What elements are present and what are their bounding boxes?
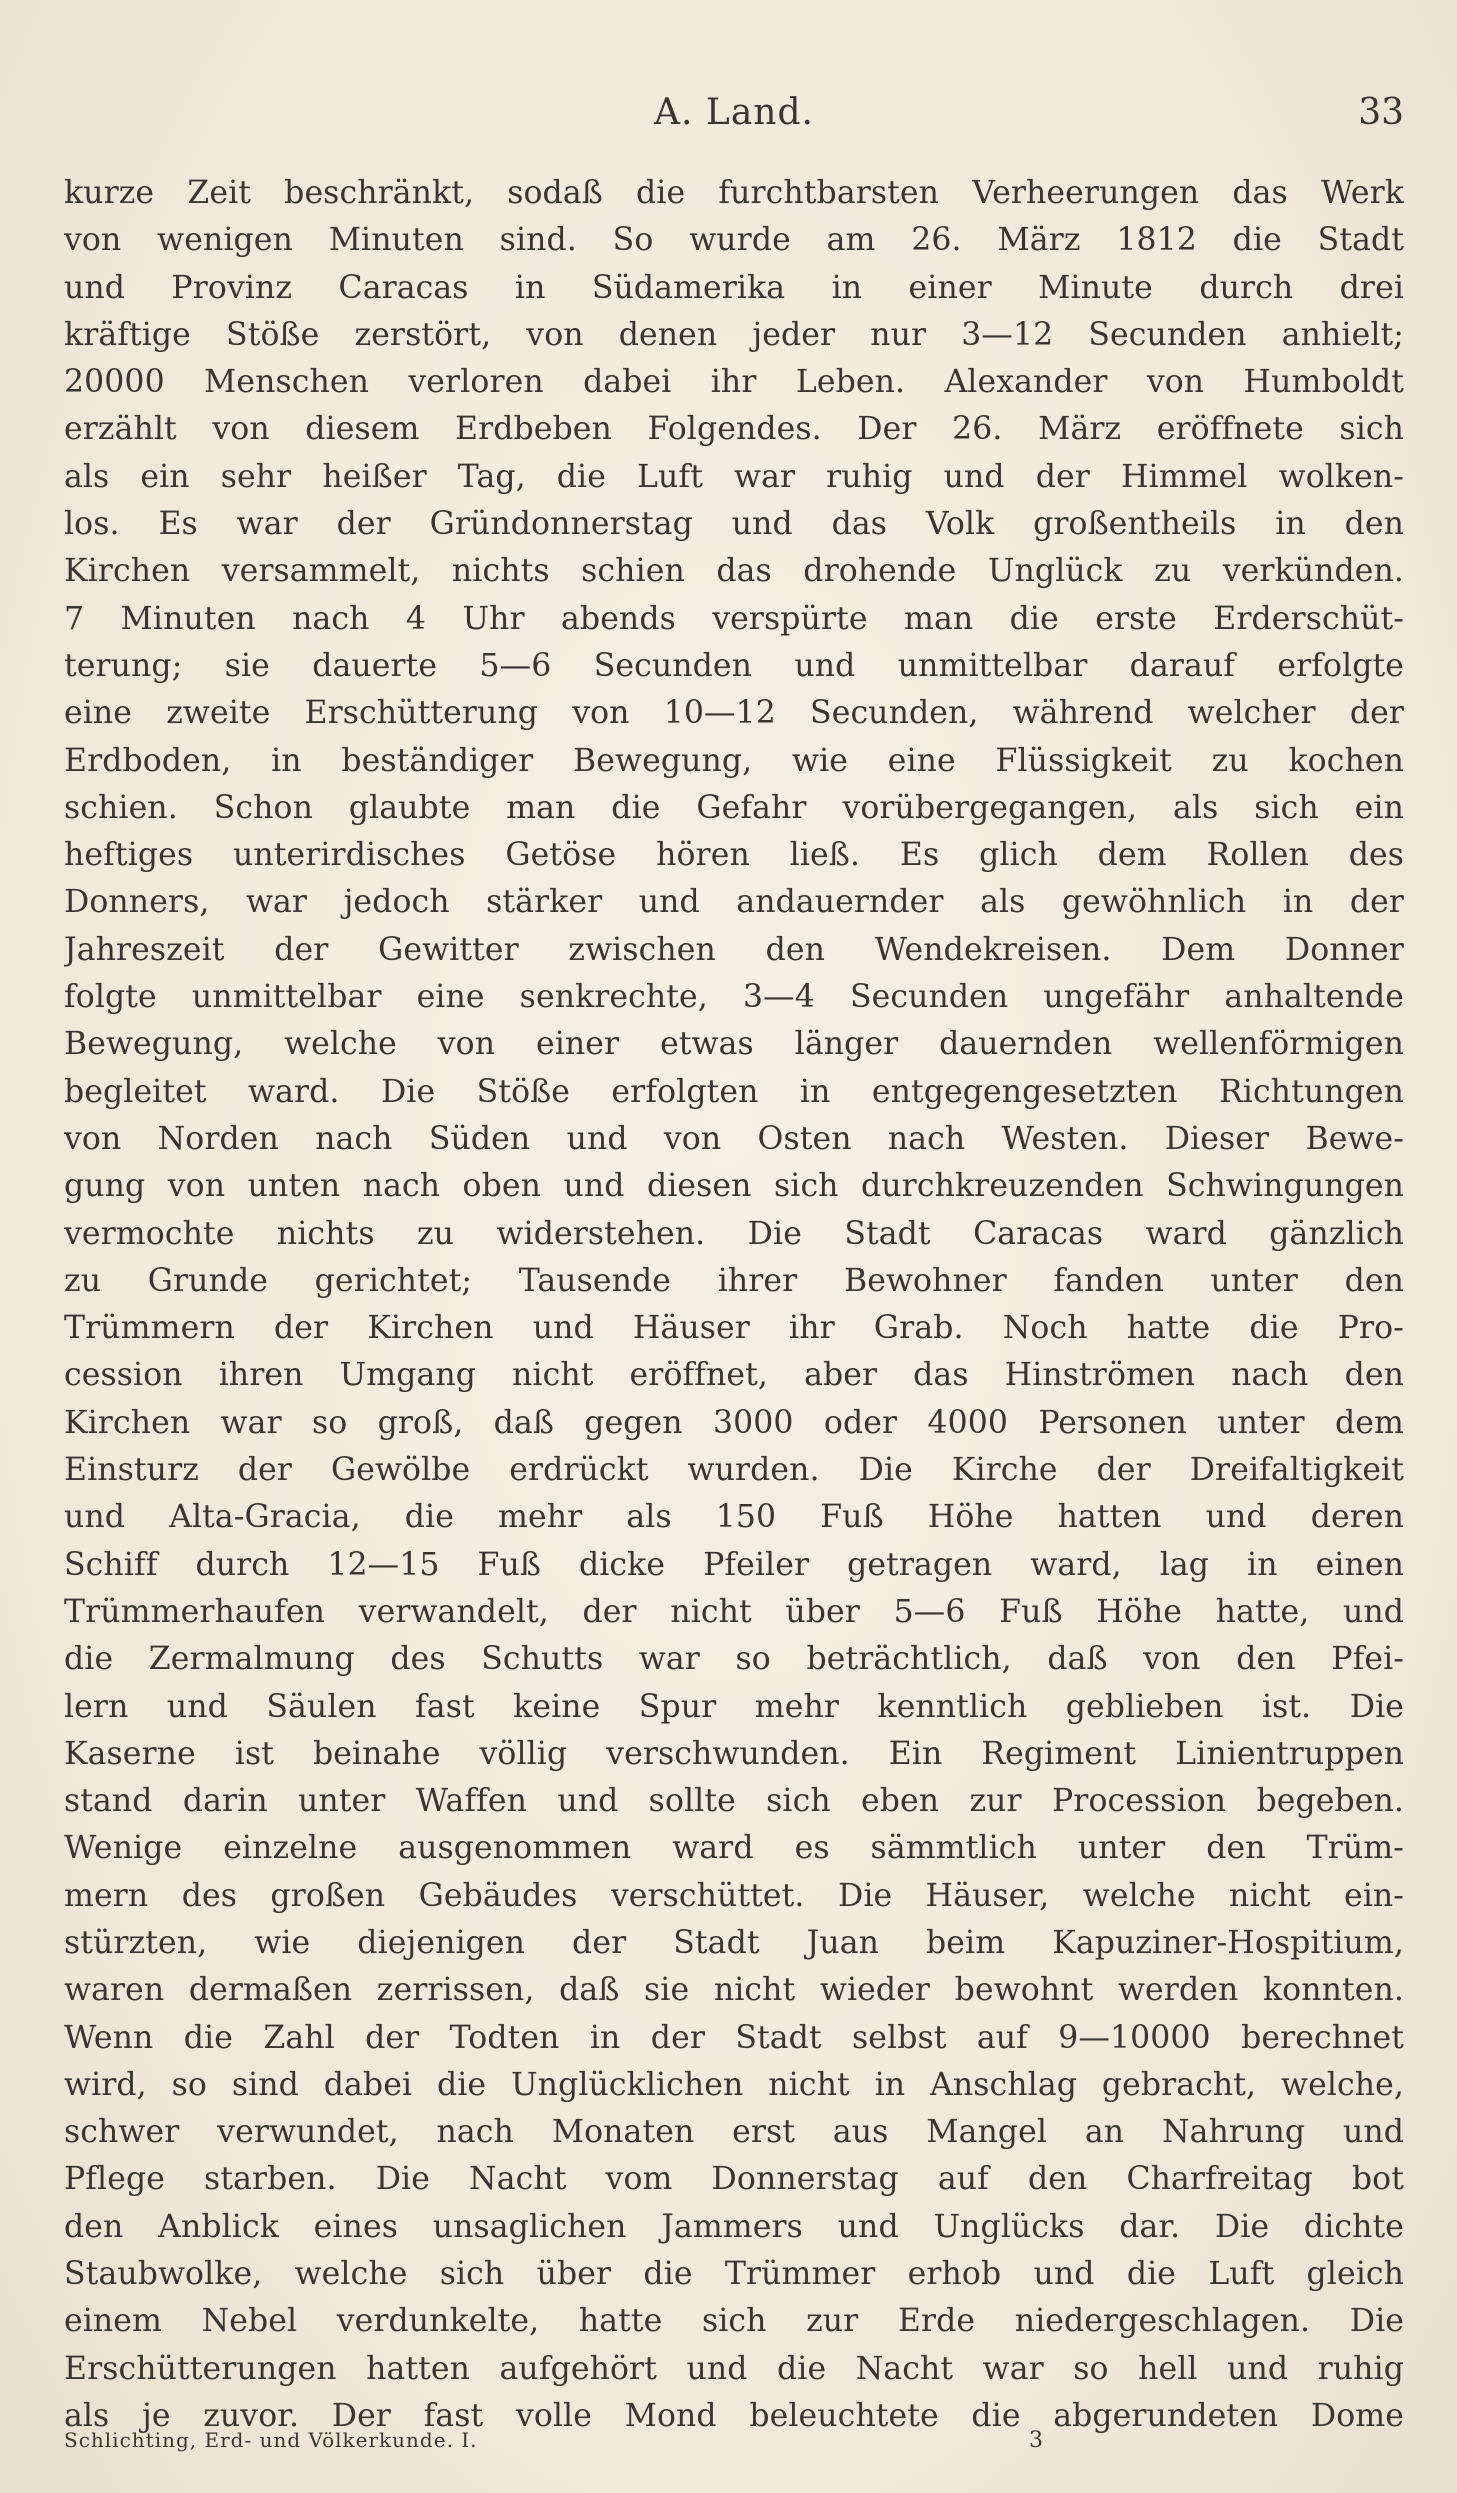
text-line: erzählt von diesem Erdbeben Folgendes. Der 26. März eröffnete sich	[64, 411, 1404, 448]
text-line: Erschütterungen hatten aufgehört und die Nacht war so hell und ruhig	[64, 2350, 1404, 2387]
text-line: Schiff durch 12—15 Fuß dicke Pfeiler getragen ward, lag in einen	[64, 1546, 1404, 1583]
text-line: Kirchen versammelt, nichts schien das drohende Unglück zu verkünden.	[64, 553, 1404, 590]
text-line: Wenige einzelne ausgenommen ward es sämmtlich unter den Trüm-	[64, 1830, 1404, 1867]
footer-signature-number: 3	[1029, 2428, 1043, 2453]
text-line: und Alta-Gracia, die mehr als 150 Fuß Höhe hatten und deren	[64, 1499, 1404, 1536]
text-line: Donners, war jedoch stärker und andauernder als gewöhnlich in der	[64, 884, 1404, 921]
text-line: schwer verwundet, nach Monaten erst aus Mangel an Nahrung und	[64, 2114, 1404, 2151]
text-line: einem Nebel verdunkelte, hatte sich zur Erde niedergeschlagen. Die	[64, 2303, 1404, 2340]
text-line: Einsturz der Gewölbe erdrückt wurden. Die Kirche der Dreifaltigkeit	[64, 1452, 1404, 1489]
text-line: Pflege starben. Die Nacht vom Donnerstag auf den Charfreitag bot	[64, 2161, 1404, 2198]
text-line: folgte unmittelbar eine senkrechte, 3—4 Secunden ungefähr anhaltende	[64, 979, 1404, 1016]
text-line: 7 Minuten nach 4 Uhr abends verspürte man die erste Erderschüt-	[64, 600, 1404, 637]
header-title: A. Land.	[654, 92, 814, 133]
text-line: los. Es war der Gründonnerstag und das Volk großentheils in den	[64, 506, 1404, 543]
text-line: vermochte nichts zu widerstehen. Die Stadt Caracas ward gänzlich	[64, 1215, 1404, 1252]
text-line: lern und Säulen fast keine Spur mehr kenntlich geblieben ist. Die	[64, 1688, 1404, 1725]
text-line: Kirchen war so groß, daß gegen 3000 oder 4000 Personen unter dem	[64, 1404, 1404, 1441]
text-line: stand darin unter Waffen und sollte sich eben zur Procession begeben.	[64, 1783, 1404, 1820]
text-line: eine zweite Erschütterung von 10—12 Secunden, während welcher der	[64, 695, 1404, 732]
text-line: heftiges unterirdisches Getöse hören ließ. Es glich dem Rollen des	[64, 837, 1404, 874]
body-text	[64, 170, 1404, 2440]
text-line: Trümmern der Kirchen und Häuser ihr Grab. Noch hatte die Pro-	[64, 1310, 1404, 1347]
text-line: den Anblick eines unsaglichen Jammers und Unglücks dar. Die dichte	[64, 2208, 1404, 2245]
text-line: Wenn die Zahl der Todten in der Stadt selbst auf 9—10000 berechnet	[64, 2019, 1404, 2056]
text-line: Trümmerhaufen verwandelt, der nicht über 5—6 Fuß Höhe hatte, und	[64, 1593, 1404, 1630]
text-line: die Zermalmung des Schutts war so beträchtlich, daß von den Pfei-	[64, 1641, 1404, 1678]
footer	[64, 2428, 1404, 2460]
text-line: kräftige Stöße zerstört, von denen jeder nur 3—12 Secunden anhielt;	[64, 316, 1404, 353]
text-line: als ein sehr heißer Tag, die Luft war ruhig und der Himmel wolken-	[64, 458, 1404, 495]
text-line: kurze Zeit beschränkt, sodaß die furchtbarsten Verheerungen das Werk	[64, 175, 1404, 211]
text-line: von Norden nach Süden und von Osten nach Westen. Dieser Bewe-	[64, 1120, 1404, 1157]
text-line: Kaserne ist beinahe völlig verschwunden. Ein Regiment Linientruppen	[64, 1735, 1404, 1772]
text-line: wird, so sind dabei die Unglücklichen nicht in Anschlag gebracht, welche,	[64, 2066, 1404, 2103]
text-line: gung von unten nach oben und diesen sich durchkreuzenden Schwingungen	[64, 1168, 1404, 1205]
text-line: waren dermaßen zerrissen, daß sie nicht wieder bewohnt werden konnten.	[64, 1972, 1404, 2009]
text-line: von wenigen Minuten sind. So wurde am 26. März 1812 die Stadt	[64, 222, 1404, 259]
text-line: 20000 Menschen verloren dabei ihr Leben. Alexander von Humboldt	[64, 364, 1404, 401]
text-line: terung; sie dauerte 5—6 Secunden und unmittelbar darauf erfolgte	[64, 647, 1404, 684]
page-number: 33	[1358, 92, 1404, 133]
running-header	[64, 92, 1404, 142]
text-line: cession ihren Umgang nicht eröffnet, aber das Hinströmen nach den	[64, 1357, 1404, 1394]
text-line: schien. Schon glaubte man die Gefahr vorübergegangen, als sich ein	[64, 789, 1404, 826]
text-line: Staubwolke, welche sich über die Trümmer erhob und die Luft gleich	[64, 2256, 1404, 2293]
text-line: Jahreszeit der Gewitter zwischen den Wendekreisen. Dem Donner	[64, 931, 1404, 968]
text-line: und Provinz Caracas in Südamerika in einer Minute durch drei	[64, 269, 1404, 306]
text-line: mern des großen Gebäudes verschüttet. Die Häuser, welche nicht ein-	[64, 1877, 1404, 1914]
text-line: als je zuvor. Der fast volle Mond beleuchtete die abgerundeten Dome	[64, 2397, 1404, 2434]
text-line: stürzten, wie diejenigen der Stadt Juan beim Kapuziner-Hospitium,	[64, 1924, 1404, 1961]
text-line: Bewegung, welche von einer etwas länger dauernden wellenförmigen	[64, 1026, 1404, 1063]
footer-signature: Schlichting, Erd- und Völkerkunde. I.	[64, 2428, 478, 2452]
text-line: begleitet ward. Die Stöße erfolgten in entgegengesetzten Richtungen	[64, 1073, 1404, 1110]
text-line: zu Grunde gerichtet; Tausende ihrer Bewohner fanden unter den	[64, 1262, 1404, 1299]
text-line: Erdboden, in beständiger Bewegung, wie eine Flüssigkeit zu kochen	[64, 742, 1404, 779]
